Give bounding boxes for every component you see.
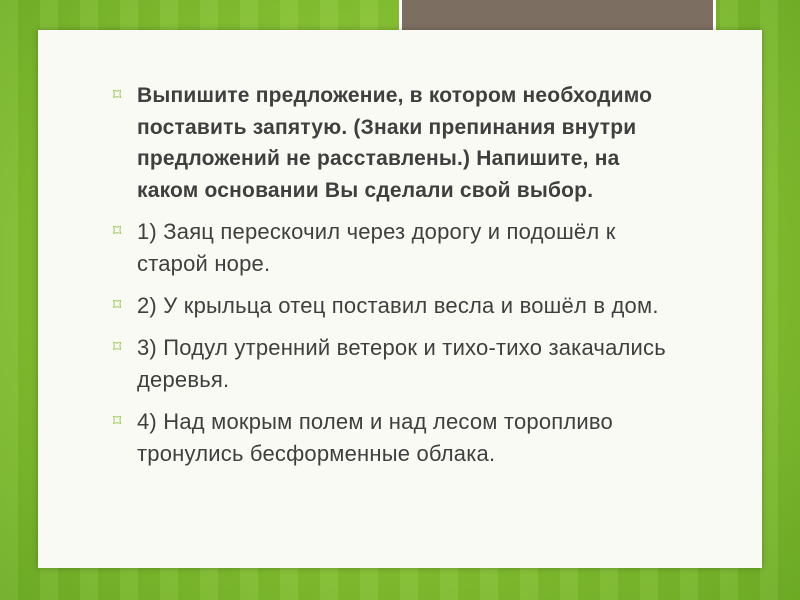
sentence-text: 3) Подул утренний ветерок и тихо-тихо закачались деревья.	[137, 335, 666, 392]
list-item-task	[113, 80, 673, 206]
list-item	[113, 406, 673, 470]
bullet-icon: ⌑	[113, 87, 122, 104]
sentence-text: 4) Над мокрым полем и над лесом торопливо тронулись бесформенные облака.	[137, 409, 613, 466]
list-item	[113, 216, 673, 280]
sentence-text: 1) Заяц перескочил через дорогу и подошёл к старой норе.	[137, 219, 616, 276]
list-item	[113, 332, 673, 396]
list-item	[113, 290, 673, 322]
bullet-icon: ⌑	[113, 339, 122, 356]
bullet-icon: ⌑	[113, 413, 122, 430]
task-text: Выпишите предложение, в котором необходимо поставить запятую. (Знаки препинания внутри предложений не расставлены.) Напишите, на каком основании Вы сделали свой выбор.	[137, 84, 653, 202]
bullet-list	[113, 80, 673, 480]
sentence-text: 2) У крыльца отец поставил весла и вошёл в дом.	[137, 293, 659, 318]
slide-content-area	[38, 30, 762, 568]
bullet-icon: ⌑	[113, 297, 122, 314]
bullet-icon: ⌑	[113, 223, 122, 240]
